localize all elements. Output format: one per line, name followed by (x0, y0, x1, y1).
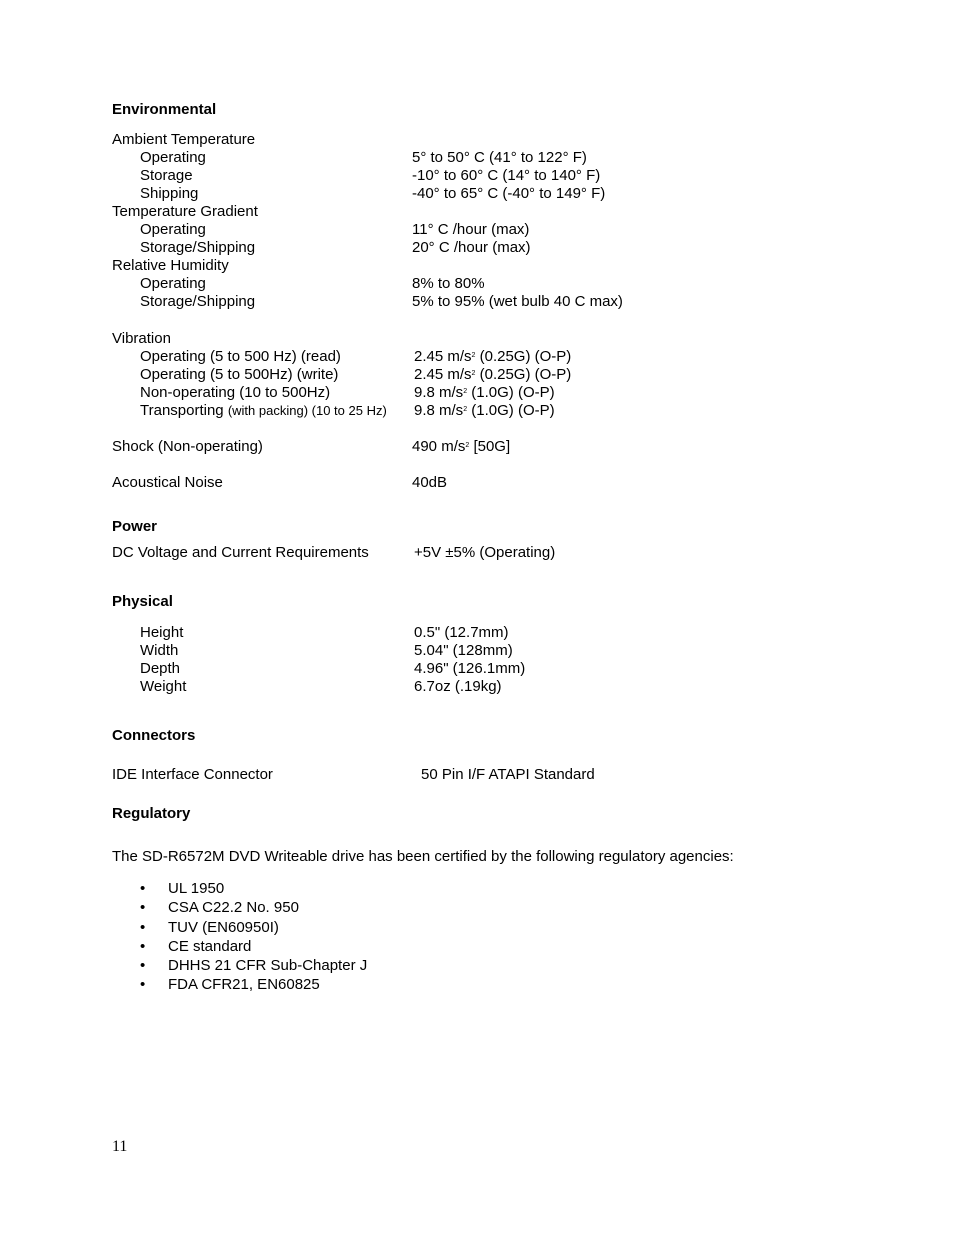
bullet-marker: • (140, 976, 146, 993)
height-label: Height (140, 624, 184, 641)
section-heading-connectors: Connectors (112, 727, 196, 744)
vibration-transport-label: Transporting (with packing) (10 to 25 Hz) (140, 402, 387, 419)
list-item: FDA CFR21, EN60825 (168, 976, 320, 993)
dc-voltage-value: +5V ±5% (Operating) (414, 544, 556, 561)
ambient-storage-value: -10° to 60° C (14° to 140° F) (412, 167, 601, 184)
vibration-read-label: Operating (5 to 500 Hz) (read) (140, 348, 341, 365)
vibration-read-value: 2.45 $m/s^2$ (0.25G) (O-P) (414, 348, 572, 365)
vibration-nonop-label: Non-operating (10 to 500Hz) (140, 384, 331, 401)
section-heading-power: Power (112, 518, 158, 535)
gradient-storage-value: 20° C /hour (max) (412, 239, 531, 256)
shock-label: Shock (Non-operating) (112, 438, 263, 455)
list-item: UL 1950 (168, 880, 225, 897)
section-heading-regulatory: Regulatory (112, 805, 191, 822)
section-heading-physical: Physical (112, 593, 173, 610)
ambient-operating-value: 5° to 50° C (41° to 122° F) (412, 149, 587, 166)
width-label: Width (140, 642, 179, 659)
ambient-storage-label: Storage (140, 167, 193, 184)
ambient-shipping-value: -40° to 65° C (-40° to 149° F) (412, 185, 606, 202)
list-item: DHHS 21 CFR Sub-Chapter J (168, 957, 368, 974)
ambient-operating-label: Operating (140, 149, 206, 166)
weight-label: Weight (140, 678, 187, 695)
vibration-write-value: 2.45 $m/s^2$ (0.25G) (O-P) (414, 366, 572, 383)
bullet-marker: • (140, 919, 146, 936)
ide-connector-value: 50 Pin I/F ATAPI Standard (421, 766, 595, 783)
bullet-marker: • (140, 899, 146, 916)
list-item: CE standard (168, 938, 252, 955)
depth-label: Depth (140, 660, 181, 677)
list-item: CSA C22.2 No. 950 (168, 899, 299, 916)
bullet-marker: • (140, 957, 146, 974)
shock-value: 490 $m/s^2$ [50G] (412, 438, 511, 455)
section-heading-environmental: Environmental (112, 101, 217, 118)
acoustical-noise-label: Acoustical Noise (112, 474, 223, 491)
depth-value: 4.96" (126.1mm) (414, 660, 526, 677)
humidity-storage-label: Storage/Shipping (140, 293, 256, 310)
humidity-operating-label: Operating (140, 275, 206, 292)
vibration-write-label: Operating (5 to 500Hz) (write) (140, 366, 339, 383)
vibration-nonop-value: 9.8 $m/s^2$ (1.0G) (O-P) (414, 384, 555, 401)
relative-humidity-label: Relative Humidity (112, 257, 229, 274)
gradient-operating-value: 11° C /hour (max) (412, 221, 530, 238)
humidity-operating-value: 8% to 80% (412, 275, 485, 292)
page-number: 11 (112, 1138, 128, 1155)
regulatory-intro: The SD-R6572M DVD Writeable drive has been certified by the following regulatory agencies: (112, 848, 734, 865)
humidity-storage-value: 5% to 95% (wet bulb 40 C max) (412, 293, 623, 310)
weight-value: 6.7oz (.19kg) (414, 678, 502, 695)
height-value: 0.5" (12.7mm) (414, 624, 509, 641)
temperature-gradient-label: Temperature Gradient (112, 203, 258, 220)
list-item: TUV (EN60950I) (168, 919, 279, 936)
bullet-marker: • (140, 938, 146, 955)
dc-voltage-label: DC Voltage and Current Requirements (112, 544, 369, 561)
vibration-label: Vibration (112, 330, 171, 347)
vibration-transport-value: 9.8 $m/s^2$ (1.0G) (O-P) (414, 402, 555, 419)
ambient-shipping-label: Shipping (140, 185, 199, 202)
gradient-operating-label: Operating (140, 221, 206, 238)
width-value: 5.04" (128mm) (414, 642, 513, 659)
ide-connector-label: IDE Interface Connector (112, 766, 273, 783)
gradient-storage-label: Storage/Shipping (140, 239, 256, 256)
acoustical-noise-value: 40dB (412, 474, 448, 491)
bullet-marker: • (140, 880, 146, 897)
ambient-temperature-label: Ambient Temperature (112, 131, 256, 148)
